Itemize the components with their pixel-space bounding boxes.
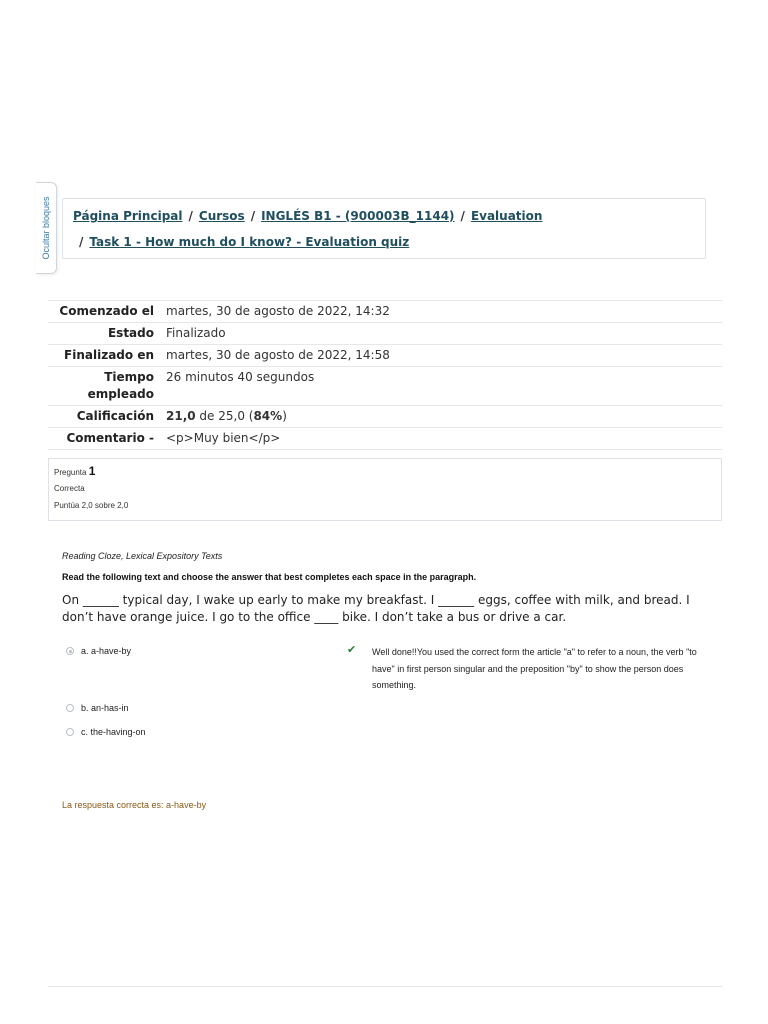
summary-row-started — [48, 301, 722, 323]
summary-value: 26 minutos 40 segundos — [160, 367, 722, 406]
summary-value: martes, 30 de agosto de 2022, 14:58 — [160, 345, 722, 367]
divider — [48, 986, 722, 987]
breadcrumb — [62, 198, 706, 259]
grade-score: 21,0 — [166, 409, 196, 423]
summary-value: martes, 30 de agosto de 2022, 14:32 — [160, 301, 722, 323]
question-info-box — [48, 458, 722, 521]
question-number-value: 1 — [88, 464, 96, 478]
question-prefix: Pregunta — [54, 468, 87, 477]
summary-label: Tiempo empleado — [48, 367, 160, 406]
summary-row-time — [48, 367, 722, 406]
summary-row-state — [48, 323, 722, 345]
checkmark-icon: ✔ — [347, 644, 357, 656]
summary-value: <p>Muy bien</p> — [160, 428, 722, 450]
answer-option-label: c. the-having-on — [81, 727, 146, 737]
hide-blocks-label: Ocultar bloques — [41, 196, 51, 260]
summary-value: Finalizado — [160, 323, 722, 345]
radio-selected-icon[interactable] — [66, 647, 74, 655]
summary-row-grade — [48, 406, 722, 428]
summary-label: Estado — [48, 323, 160, 345]
summary-row-comment — [48, 428, 722, 450]
breadcrumb-quiz-link[interactable]: Task 1 - How much do I know? - Evaluation quiz — [89, 235, 410, 249]
question-instruction: Read the following text and choose the answer that best completes each space in the paragraph. — [62, 572, 477, 582]
summary-row-finished — [48, 345, 722, 367]
question-grade: Puntúa 2,0 sobre 2,0 — [54, 501, 129, 510]
radio-icon[interactable] — [66, 728, 74, 736]
question-number — [54, 463, 716, 480]
question-type: Reading Cloze, Lexical Expository Texts — [62, 551, 223, 561]
answer-option-c[interactable] — [66, 727, 146, 737]
breadcrumb-courses-link[interactable]: Cursos — [198, 209, 245, 223]
summary-label: Comentario - — [48, 428, 160, 450]
summary-label: Finalizado en — [48, 345, 160, 367]
question-state: Correcta — [54, 484, 85, 493]
breadcrumb-separator: / — [79, 235, 84, 249]
right-answer: La respuesta correcta es: a-have-by — [62, 800, 207, 810]
breadcrumb-evaluation-link[interactable]: Evaluation — [470, 209, 543, 223]
grade-percent: 84% — [253, 409, 283, 423]
summary-grade-value — [160, 406, 722, 428]
breadcrumb-course-link[interactable]: INGLÉS B1 - (900003B_1144) — [261, 209, 455, 223]
breadcrumb-separator: / — [188, 209, 193, 223]
answer-option-label: a. a-have-by — [81, 646, 132, 656]
breadcrumb-separator: / — [460, 209, 465, 223]
answer-option-a[interactable] — [66, 646, 131, 656]
summary-label: Calificación — [48, 406, 160, 428]
breadcrumb-separator: / — [250, 209, 256, 223]
grade-of: de 25,0 ( — [195, 409, 254, 423]
answer-option-b[interactable] — [66, 703, 129, 713]
radio-icon[interactable] — [66, 704, 74, 712]
hide-blocks-toggle[interactable] — [36, 182, 57, 274]
breadcrumb-home-link[interactable]: Página Principal — [73, 209, 183, 223]
summary-label: Comenzado el — [48, 301, 160, 323]
answer-option-label: b. an-has-in — [81, 703, 129, 713]
attempt-summary-table — [48, 300, 722, 450]
question-text: On ______ typical day, I wake up early to make my breakfast. I ______ eggs, coffee with milk, and bread. I don’t have orange juice. I go to the office ____ bike. I don’t take a bus or drive a car. — [62, 593, 690, 624]
answer-feedback: Well done!!You used the correct form the article "a" to refer to a noun, the verb "to have" in first person singular and the preposition "by" to show the person does something. — [372, 647, 697, 690]
grade-close: ) — [282, 409, 287, 423]
